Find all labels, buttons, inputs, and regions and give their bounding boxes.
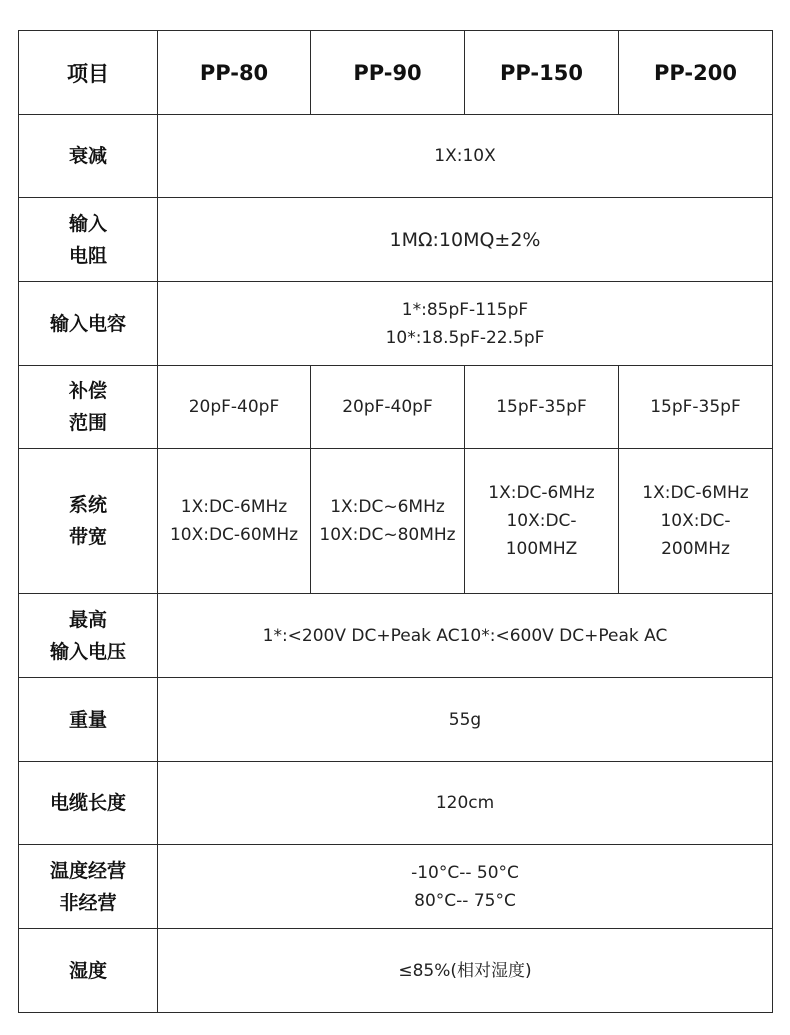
label-temperature — [19, 845, 158, 929]
value-input-resistance: 1MΩ:10MQ±2% — [158, 198, 773, 282]
value-max-voltage: 1*:<200V DC+Peak AC10*:<600V DC+Peak AC — [158, 594, 773, 678]
value-line: 1X:DC-6MHz — [488, 483, 595, 503]
value-line: 1X:DC~6MHz — [330, 497, 445, 517]
label-humidity: 湿度 — [19, 929, 158, 1013]
value-compensation-pp90: 20pF-40pF — [311, 366, 465, 449]
value-bandwidth-pp80 — [158, 449, 311, 594]
row-max-voltage — [19, 594, 773, 678]
value-line: 10X:DC-60MHz — [169, 525, 299, 545]
label-line: 带宽 — [68, 526, 107, 548]
label-input-capacitance: 输入电容 — [19, 282, 158, 366]
label-line: 输入 — [68, 212, 107, 235]
value-bandwidth-pp150 — [465, 449, 619, 594]
value-line: 80°C-- 75°C — [414, 890, 516, 911]
label-line: 非经营 — [59, 891, 117, 914]
spec-table — [18, 30, 773, 1013]
row-bandwidth — [19, 449, 773, 594]
row-compensation — [19, 366, 773, 449]
value-weight: 55g — [158, 678, 773, 762]
value-line: 10*:18.5pF-22.5pF — [385, 327, 545, 348]
value-compensation-pp200: 15pF-35pF — [619, 366, 773, 449]
label-line: 系统 — [68, 494, 107, 516]
value-compensation-pp80: 20pF-40pF — [158, 366, 311, 449]
value-temperature — [158, 845, 773, 929]
value-bandwidth-pp90 — [311, 449, 465, 594]
label-line: 温度经营 — [49, 859, 126, 882]
row-input-resistance — [19, 198, 773, 282]
header-row — [19, 31, 773, 115]
value-compensation-pp150: 15pF-35pF — [465, 366, 619, 449]
value-line: 200MHz — [661, 539, 730, 559]
value-line: 10X:DC- — [506, 511, 577, 531]
header-model-pp90: PP-90 — [311, 31, 465, 115]
header-model-pp150: PP-150 — [465, 31, 619, 115]
row-temperature — [19, 845, 773, 929]
row-cable-length — [19, 762, 773, 845]
value-line: 100MHZ — [505, 539, 578, 559]
value-line: 1X:DC-6MHz — [180, 497, 288, 517]
label-line: 补偿 — [68, 380, 107, 402]
label-line: 输入电压 — [49, 640, 126, 663]
value-line: 1X:DC-6MHz — [642, 483, 749, 503]
label-max-voltage — [19, 594, 158, 678]
label-compensation — [19, 366, 158, 449]
label-line: 电阻 — [68, 244, 107, 267]
row-humidity — [19, 929, 773, 1013]
value-line: 10X:DC- — [660, 511, 731, 531]
value-humidity: ≤85%(相对湿度) — [158, 929, 773, 1013]
row-attenuation — [19, 115, 773, 198]
value-line: 10X:DC~80MHz — [319, 525, 456, 545]
value-bandwidth-pp200 — [619, 449, 773, 594]
value-cable-length: 120cm — [158, 762, 773, 845]
label-input-resistance — [19, 198, 158, 282]
header-model-pp80: PP-80 — [158, 31, 311, 115]
label-bandwidth — [19, 449, 158, 594]
row-input-capacitance — [19, 282, 773, 366]
value-input-capacitance — [158, 282, 773, 366]
label-line: 范围 — [68, 412, 107, 434]
header-model-pp200: PP-200 — [619, 31, 773, 115]
label-line: 最高 — [68, 608, 107, 631]
value-line: 1*:85pF-115pF — [401, 299, 529, 320]
label-weight: 重量 — [19, 678, 158, 762]
label-attenuation: 衰减 — [19, 115, 158, 198]
value-attenuation: 1X:10X — [158, 115, 773, 198]
label-cable-length: 电缆长度 — [19, 762, 158, 845]
value-line: -10°C-- 50°C — [411, 862, 519, 883]
row-weight — [19, 678, 773, 762]
header-item: 项目 — [19, 31, 158, 115]
